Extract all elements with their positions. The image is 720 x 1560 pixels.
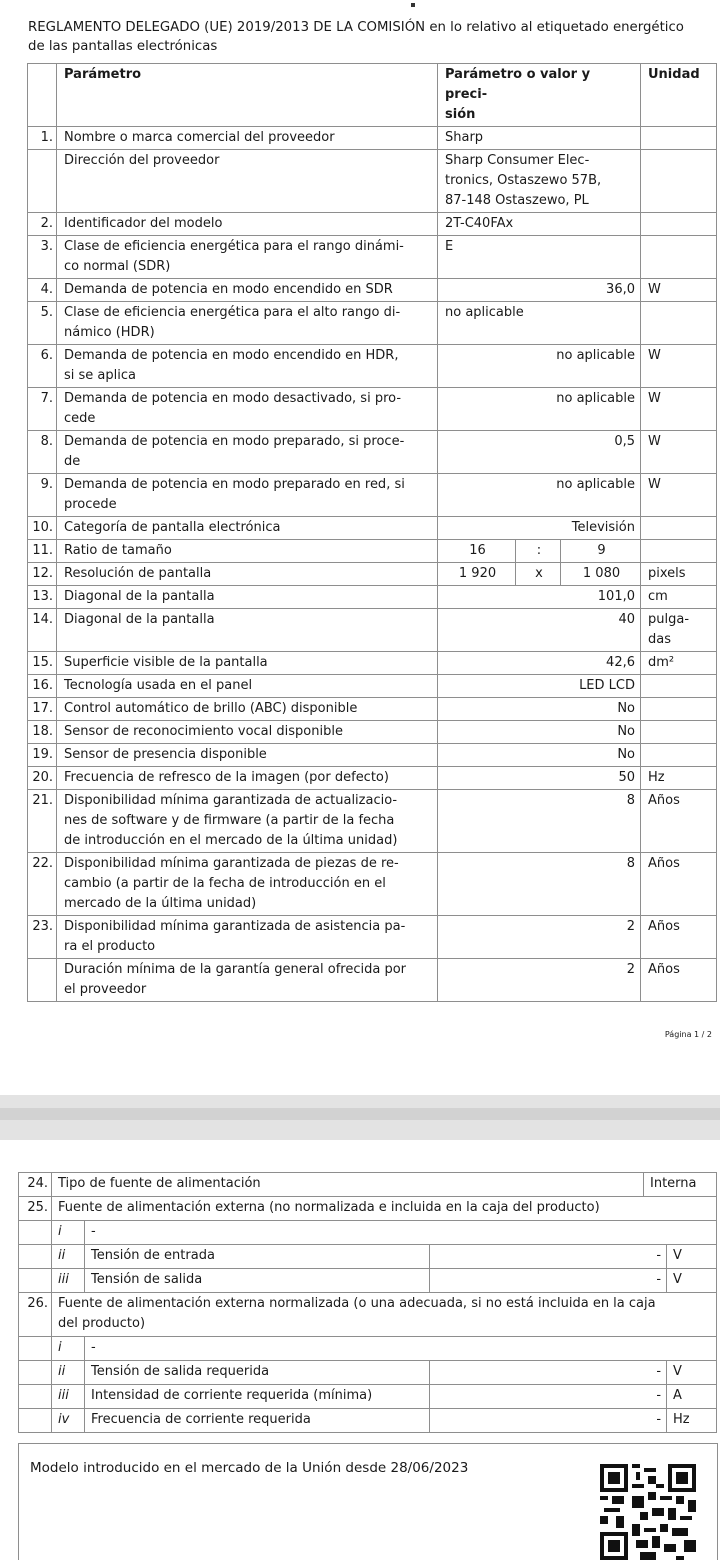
- table-row: 10. Categoría de pantalla electrónica Televisión: [28, 517, 717, 540]
- table-row: 16. Tecnología usada en el panel LED LCD: [28, 675, 717, 698]
- table-row: ii Tensión de salida requerida - V: [19, 1361, 717, 1385]
- table-row: i -: [19, 1337, 717, 1361]
- table-row: 12. Resolución de pantalla 1 920 x 1 080 pixels: [28, 563, 717, 586]
- table-row: 6. Demanda de potencia en modo encendido en HDR, si se aplica no aplicable W: [28, 345, 717, 388]
- power-supply-table: [18, 1172, 717, 1433]
- table-row: Duración mínima de la garantía general ofrecida por el proveedor 2 Años: [28, 959, 717, 1002]
- table-row: iv Frecuencia de corriente requerida - Hz: [19, 1409, 717, 1433]
- table-row: 2. Identificador del modelo 2T-C40FAx: [28, 213, 717, 236]
- table-row: 26. Fuente de alimentación externa normalizada (o una adecuada, si no está incluida en la caja del producto): [19, 1293, 717, 1337]
- table-row: 17. Control automático de brillo (ABC) disponible No: [28, 698, 717, 721]
- table-header-row: [28, 64, 717, 127]
- scan-dot: [411, 3, 415, 7]
- table-row: 15. Superficie visible de la pantalla 42,6 dm²: [28, 652, 717, 675]
- qr-code-icon: [600, 1464, 696, 1560]
- table-row: 13. Diagonal de la pantalla 101,0 cm: [28, 586, 717, 609]
- value-header: Parámetro o valor y preci- sión: [438, 64, 641, 127]
- document-heading: REGLAMENTO DELEGADO (UE) 2019/2013 DE LA COMISIÓN en lo relativo al etiquetado energético de las pantallas electrónicas: [28, 20, 684, 54]
- table-row: 1. Nombre o marca comercial del proveedor Sharp: [28, 127, 717, 150]
- table-row: 24. Tipo de fuente de alimentación Interna: [19, 1173, 717, 1197]
- table-row: 25. Fuente de alimentación externa (no normalizada e incluida en la caja del producto): [19, 1197, 717, 1221]
- table-row: 3. Clase de eficiencia energética para el rango dinámi- co normal (SDR) E: [28, 236, 717, 279]
- market-date-text: Modelo introducido en el mercado de la Unión desde 28/06/2023: [30, 1460, 469, 1476]
- table-row: iii Tensión de salida - V: [19, 1269, 717, 1293]
- table-row: 19. Sensor de presencia disponible No: [28, 744, 717, 767]
- table-row: 8. Demanda de potencia en modo preparado, si proce- de 0,5 W: [28, 431, 717, 474]
- table-row: 23. Disponibilidad mínima garantizada de asistencia pa- ra el producto 2 Años: [28, 916, 717, 959]
- table-row: 21. Disponibilidad mínima garantizada de actualizacio- nes de software y de firmware (a partir de la fecha de introducción en el mercado de la última unidad) 8 Años: [28, 790, 717, 853]
- table-row: 5. Clase de eficiencia energética para el alto rango di- námico (HDR) no aplicable: [28, 302, 717, 345]
- footer-box: [18, 1443, 718, 1560]
- table-row: 4. Demanda de potencia en modo encendido en SDR 36,0 W: [28, 279, 717, 302]
- table-row: iii Intensidad de corriente requerida (mínima) - A: [19, 1385, 717, 1409]
- product-info-table: [27, 63, 717, 1002]
- table-row: 11. Ratio de tamaño 16 : 9: [28, 540, 717, 563]
- param-header: Parámetro: [57, 64, 438, 127]
- unit-header: Unidad: [641, 64, 717, 127]
- page-number: Página 1 / 2: [664, 1030, 712, 1039]
- table-row: i -: [19, 1221, 717, 1245]
- table-row: 22. Disponibilidad mínima garantizada de piezas de re- cambio (a partir de la fecha de introducción en el mercado de la última unidad) 8 Años: [28, 853, 717, 916]
- table-row: 7. Demanda de potencia en modo desactivado, si pro- cede no aplicable W: [28, 388, 717, 431]
- table-row: 14. Diagonal de la pantalla 40 pulga- das: [28, 609, 717, 652]
- table-row: 20. Frecuencia de refresco de la imagen (por defecto) 50 Hz: [28, 767, 717, 790]
- table-row: 9. Demanda de potencia en modo preparado en red, si procede no aplicable W: [28, 474, 717, 517]
- table-row: 18. Sensor de reconocimiento vocal disponible No: [28, 721, 717, 744]
- table-row: Dirección del proveedor Sharp Consumer Elec- tronics, Ostaszewo 57B, 87-148 Ostaszewo, PL: [28, 150, 717, 213]
- table-row: ii Tensión de entrada - V: [19, 1245, 717, 1269]
- page-separator-shadow: [0, 1108, 720, 1120]
